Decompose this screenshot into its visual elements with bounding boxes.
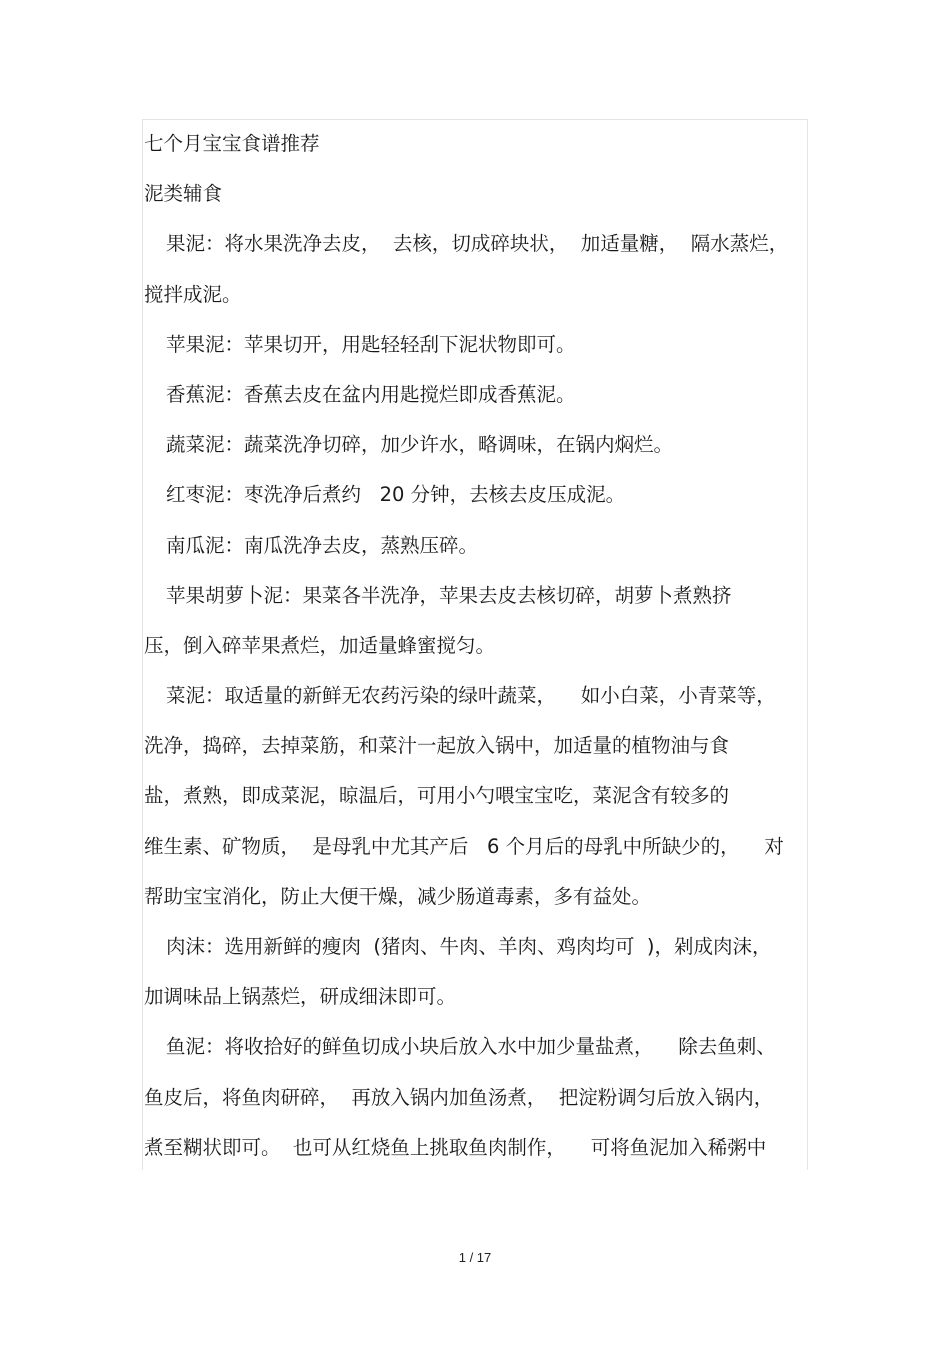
section-heading: 泥类辅食: [144, 182, 223, 206]
paragraph-line: 菜泥：取适量的新鲜无农药污染的绿叶蔬菜， 如小白菜，小青菜等，: [166, 684, 776, 708]
paragraph-line: 盐，煮熟，即成菜泥，晾温后，可用小勺喂宝宝吃，菜泥含有较多的: [144, 784, 730, 808]
paragraph-line: 帮助宝宝消化，防止大便干燥，减少肠道毒素，多有益处。: [144, 884, 652, 908]
paragraph-line: 苹果胡萝卜泥：果菜各半洗净，苹果去皮去核切碎，胡萝卜煮熟挤: [166, 583, 732, 607]
paragraph-line: 维生素、矿物质， 是母乳中尤其产后 6 个月后的母乳中所缺少的， 对: [144, 834, 784, 858]
paragraph-line: 压，倒入碎苹果煮烂，加适量蜂蜜搅匀。: [144, 633, 496, 657]
document-body: [144, 121, 804, 1173]
paragraph-line: 肉沫：选用新鲜的瘦肉 (猪肉、牛肉、羊肉、鸡肉均可 )，剁成肉沫，: [166, 935, 772, 958]
paragraph-line: 蔬菜泥：蔬菜洗净切碎，加少许水，略调味，在锅内焖烂。: [166, 433, 674, 457]
paragraph-line: 南瓜泥：南瓜洗净去皮，蒸熟压碎。: [166, 533, 479, 557]
paragraph-line: 红枣泥：枣洗净后煮约 20 分钟，去核去皮压成泥。: [166, 483, 626, 507]
paragraph-line: 搅拌成泥。: [144, 282, 242, 306]
paragraph-line: 洗净，捣碎，去掉菜筋，和菜汁一起放入锅中，加适量的植物油与食: [144, 734, 730, 758]
page-number: 1 / 17: [458, 1250, 492, 1265]
paragraph-line: 香蕉泥：香蕉去皮在盆内用匙搅烂即成香蕉泥。: [166, 382, 576, 406]
paragraph-line: 鱼泥：将收拾好的鲜鱼切成小块后放入水中加少量盐煮， 除去鱼刺、: [166, 1035, 776, 1059]
paragraph-line: 苹果泥：苹果切开，用匙轻轻刮下泥状物即可。: [166, 332, 576, 356]
document-title: 七个月宝宝食谱推荐: [144, 132, 320, 155]
paragraph-line: 加调味品上锅蒸烂，研成细沫即可。: [144, 985, 457, 1009]
paragraph-line: 鱼皮后，将鱼肉研碎， 再放入锅内加鱼汤煮， 把淀粉调匀后放入锅内，: [144, 1085, 774, 1109]
paragraph-line: 煮至糊状即可。 也可从红烧鱼上挑取鱼肉制作， 可将鱼泥加入稀粥中: [144, 1135, 767, 1159]
paragraph-line: 果泥：将水果洗净去皮， 去核，切成碎块状， 加适量糖， 隔水蒸烂，: [166, 232, 789, 256]
